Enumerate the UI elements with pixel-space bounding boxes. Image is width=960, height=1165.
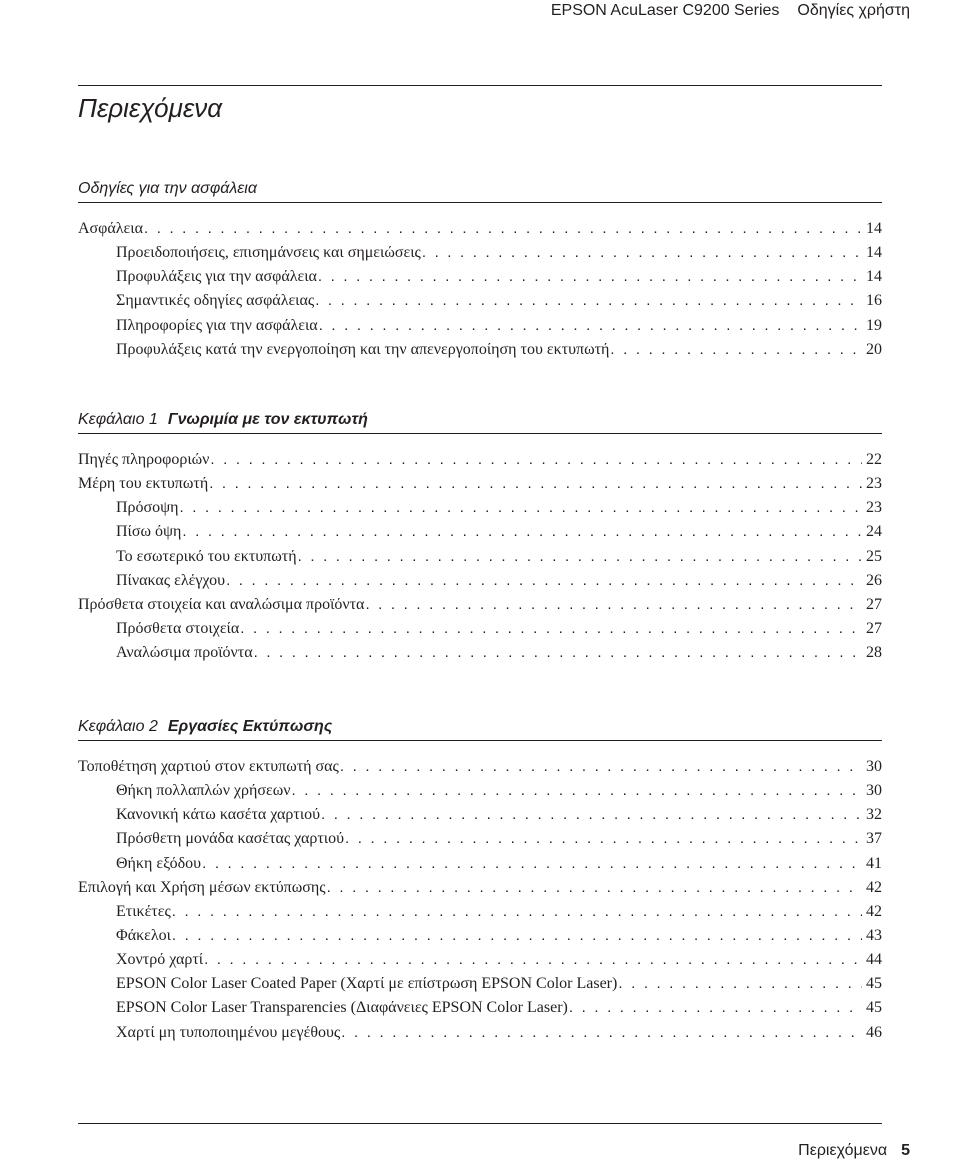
dot-leader — [318, 265, 862, 289]
toc-entry-page-number: 27 — [866, 595, 882, 613]
toc-section-chapter-2 — [78, 716, 882, 1045]
toc-entry-page-number: 24 — [866, 523, 882, 541]
toc-entry-page-number: 44 — [866, 951, 882, 969]
dot-leader — [210, 448, 862, 472]
dot-leader — [327, 876, 862, 900]
toc-entry-title: Μέρη του εκτυπωτή — [78, 475, 209, 493]
section-title: Οδηγίες για την ασφάλεια — [78, 180, 257, 197]
toc-entry-title: Πηγές πληροφοριών — [78, 451, 210, 468]
toc-entry[interactable] — [78, 900, 882, 924]
toc-entry-title: EPSON Color Laser Coated Paper (Χαρτί με επίστρωση EPSON Color Laser) — [116, 975, 618, 993]
toc-entry-title: Ετικέτες — [116, 902, 171, 920]
dot-leader — [292, 779, 863, 803]
toc-entry[interactable] — [78, 569, 882, 593]
dot-leader — [180, 496, 862, 520]
toc-entry-page-number: 42 — [866, 902, 882, 920]
dot-leader — [240, 617, 862, 641]
toc-entry[interactable] — [78, 617, 882, 641]
toc-entry[interactable] — [78, 448, 882, 472]
toc-entry-page-number: 20 — [866, 340, 882, 358]
toc-entry-page-number: 14 — [866, 244, 882, 262]
toc-entry[interactable] — [78, 755, 882, 779]
toc-entry-title: Πρόσθετα στοιχεία και αναλώσιμα προϊόντα — [78, 595, 365, 613]
dot-leader — [172, 900, 862, 924]
toc-entry-title: Επιλογή και Χρήση μέσων εκτύπωσης — [78, 878, 326, 896]
dot-leader — [610, 338, 862, 362]
toc-entry-title: Αναλώσιμα προϊόντα — [116, 644, 253, 662]
chapter-number: Κεφάλαιο 1 — [78, 411, 158, 428]
toc-entry-title: Χοντρό χαρτί — [116, 951, 204, 969]
footer-divider — [78, 1123, 882, 1124]
toc-entry[interactable] — [78, 948, 882, 972]
toc-entry[interactable] — [78, 996, 882, 1020]
toc-entry-title: Προφυλάξεις για την ασφάλεια — [116, 268, 317, 286]
toc-entry-page-number: 27 — [866, 619, 882, 637]
toc-entry[interactable] — [78, 265, 882, 289]
page-footer — [798, 1140, 910, 1162]
toc-entry-title: Θήκη πολλαπλών χρήσεων — [116, 782, 291, 800]
toc-entry-page-number: 45 — [866, 975, 882, 993]
dot-leader — [569, 996, 862, 1020]
toc-entry[interactable] — [78, 827, 882, 851]
toc-section-chapter-1 — [78, 409, 882, 665]
dot-leader — [319, 314, 862, 338]
toc-entry-title: Πρόσοψη — [116, 499, 179, 517]
dot-leader — [254, 641, 862, 665]
dot-leader — [172, 924, 862, 948]
dot-leader — [341, 1021, 862, 1045]
dot-leader — [340, 755, 862, 779]
toc-entry-page-number: 46 — [866, 1023, 882, 1041]
toc-entry[interactable] — [78, 852, 882, 876]
dot-leader — [202, 852, 862, 876]
chapter-number: Κεφάλαιο 2 — [78, 718, 158, 735]
toc-entry-page-number: 14 — [866, 220, 882, 237]
toc-entry-page-number: 30 — [866, 758, 882, 775]
dot-leader — [345, 827, 862, 851]
dot-leader — [204, 948, 862, 972]
toc-entry-title: Προειδοποιήσεις, επισημάνσεις και σημειώσεις — [116, 244, 421, 262]
toc-entry-title: Πίνακας ελέγχου — [116, 571, 226, 589]
footer-page-number: 5 — [901, 1142, 910, 1159]
chapter-title: Γνωριμία με τον εκτυπωτή — [167, 411, 368, 428]
toc-entry[interactable] — [78, 803, 882, 827]
toc-entry-page-number: 25 — [866, 547, 882, 565]
toc-entry-page-number: 28 — [866, 644, 882, 662]
dot-leader — [298, 545, 862, 569]
toc-entry[interactable] — [78, 217, 882, 241]
dot-leader — [182, 520, 862, 544]
section-heading — [78, 409, 882, 434]
page-title: Περιεχόμενα — [78, 85, 882, 125]
toc-list — [78, 755, 882, 1045]
toc-entry-title: Πρόσθετη μονάδα κασέτας χαρτιού — [116, 830, 345, 848]
toc-entry-title: Χαρτί μη τυποποιημένου μεγέθους — [116, 1023, 341, 1041]
toc-entry-page-number: 45 — [866, 999, 882, 1017]
dot-leader — [209, 472, 862, 496]
toc-entry[interactable] — [78, 593, 882, 617]
toc-entry[interactable] — [78, 520, 882, 544]
toc-entry[interactable] — [78, 545, 882, 569]
toc-entry-page-number: 37 — [866, 830, 882, 848]
toc-entry-title: Πρόσθετα στοιχεία — [116, 619, 240, 637]
toc-entry-title: Σημαντικές οδηγίες ασφάλειας — [116, 292, 315, 310]
toc-entry[interactable] — [78, 876, 882, 900]
toc-entry[interactable] — [78, 289, 882, 313]
dot-leader — [618, 972, 862, 996]
toc-entry-page-number: 42 — [866, 878, 882, 896]
toc-entry[interactable] — [78, 641, 882, 665]
toc-entry[interactable] — [78, 1021, 882, 1045]
toc-list — [78, 217, 882, 362]
toc-entry-page-number: 30 — [866, 782, 882, 800]
toc-entry-title: Πληροφορίες για την ασφάλεια — [116, 316, 318, 334]
chapter-title: Εργασίες Εκτύπωσης — [167, 718, 333, 735]
toc-entry-title: Το εσωτερικό του εκτυπωτή — [116, 547, 297, 565]
dot-leader — [365, 593, 862, 617]
toc-entry-title: EPSON Color Laser Transparencies (Διαφάνειες EPSON Color Laser) — [116, 999, 568, 1017]
dot-leader — [321, 803, 862, 827]
toc-entry-page-number: 23 — [866, 499, 882, 517]
toc-entry-page-number: 23 — [866, 475, 882, 493]
toc-entry-title: Θήκη εξόδου — [116, 854, 202, 872]
dot-leader — [422, 241, 862, 265]
toc-entry[interactable] — [78, 779, 882, 803]
toc-entry-title: Φάκελοι — [116, 926, 171, 944]
toc-entry-page-number: 32 — [866, 806, 882, 824]
toc-entry-title: Προφυλάξεις κατά την ενεργοποίηση και την απενεργοποίηση του εκτυπωτή — [116, 340, 610, 358]
section-heading — [78, 178, 882, 203]
dot-leader — [315, 289, 862, 313]
toc-entry[interactable] — [78, 241, 882, 265]
toc-entry[interactable] — [78, 314, 882, 338]
toc-entry-page-number: 19 — [866, 316, 882, 334]
toc-entry-title: Κανονική κάτω κασέτα χαρτιού — [116, 806, 321, 824]
toc-entry[interactable] — [78, 472, 882, 496]
footer-label: Περιεχόμενα — [798, 1142, 888, 1159]
toc-entry-title: Τοποθέτηση χαρτιού στον εκτυπωτή σας — [78, 758, 339, 775]
toc-entry-page-number: 16 — [866, 292, 882, 310]
toc-entry-title: Πίσω όψη — [116, 523, 182, 541]
toc-section-safety — [78, 178, 882, 362]
toc-list — [78, 448, 882, 665]
running-header — [551, 0, 910, 22]
header-guide-title: Οδηγίες χρήστη — [797, 2, 910, 19]
dot-leader — [226, 569, 862, 593]
toc-entry[interactable] — [78, 338, 882, 362]
dot-leader — [144, 217, 862, 241]
section-heading — [78, 716, 882, 741]
toc-entry-title: Ασφάλεια — [78, 220, 143, 237]
header-product-name: EPSON AcuLaser C9200 Series — [550, 2, 780, 19]
toc-entry-page-number: 41 — [866, 854, 882, 872]
toc-entry-page-number: 26 — [866, 571, 882, 589]
toc-entry-page-number: 14 — [866, 268, 882, 286]
toc-entry[interactable] — [78, 496, 882, 520]
toc-entry-page-number: 43 — [866, 926, 882, 944]
toc-entry-page-number: 22 — [866, 451, 882, 468]
toc-entry[interactable] — [78, 972, 882, 996]
toc-entry[interactable] — [78, 924, 882, 948]
